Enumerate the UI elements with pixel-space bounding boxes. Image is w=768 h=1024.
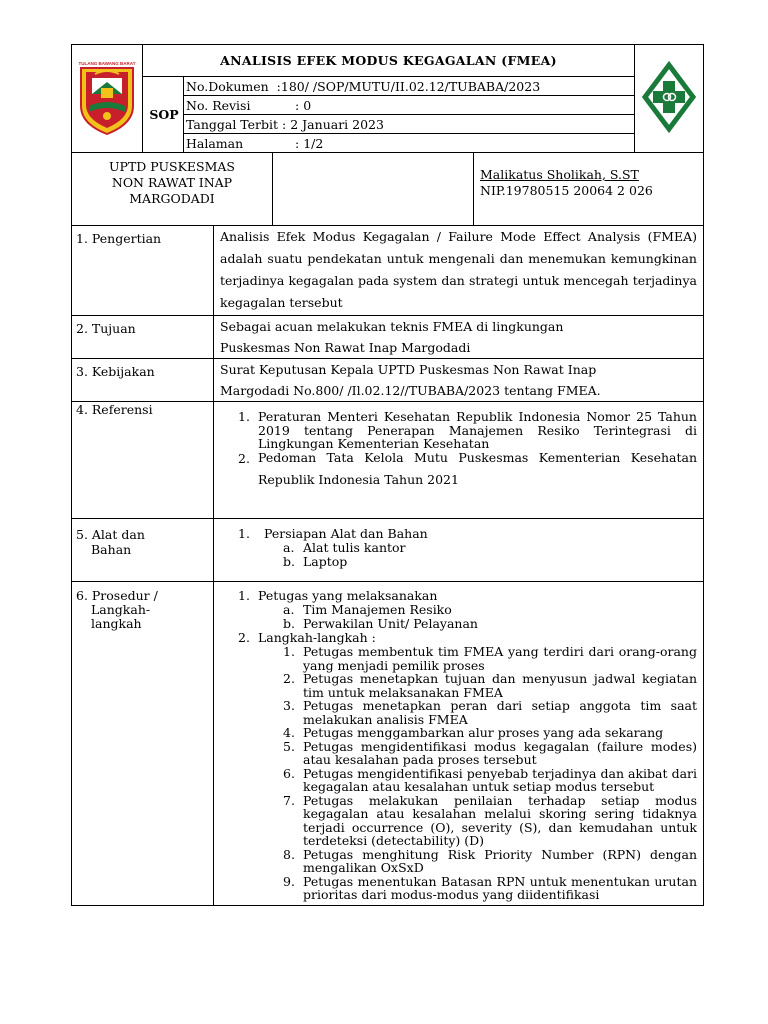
section-text-kebijakan: Surat Keputusan Kepala UPTD Puskesmas Non Rawat Inap Margodadi No.800/ /Il.02.12//TUBABA/2023 tentang FMEA. — [214, 359, 704, 402]
list-item: a. Alat tulis kantor — [283, 540, 406, 555]
regency-emblem-icon — [75, 58, 139, 136]
meta-row-revisi: No. Revisi : 0 — [184, 96, 635, 115]
step-item: 6. Petugas mengidentifikasi penyebab terjadinya dan akibat dari kegagalan atau kesalahan untuk setiap modus tersebut — [283, 765, 697, 794]
meta-value: 2 Januari 2023 — [290, 116, 384, 132]
section-label-pengertian: 1. Pengertian — [72, 226, 214, 316]
emblem-caption: TULANG BAWANG BARAT — [78, 61, 136, 66]
section-label-prosedur: 6. Prosedur / Langkah- langkah — [72, 582, 214, 906]
step-item: 3. Petugas menetapkan peran dari setiap anggota tim saat melakukan analisis FMEA — [283, 698, 697, 727]
meta-row-dokumen: No.Dokumen :180/ /SOP/MUTU/II.02.12/TUBABA/2023 — [184, 77, 635, 96]
meta-value: 1/2 — [303, 135, 324, 151]
sop-document — [71, 44, 704, 906]
section-list-referensi — [214, 402, 704, 519]
section-label-kebijakan: 3. Kebijakan — [72, 359, 214, 402]
section-label-alat: 5. Alat dan Bahan — [72, 519, 214, 582]
list-heading: 1. Petugas yang melaksanakan — [238, 588, 438, 603]
list-item: b. Laptop — [283, 554, 348, 569]
list-heading: 1. Persiapan Alat dan Bahan — [238, 526, 428, 541]
section-label-referensi: 4. Referensi — [72, 402, 214, 519]
puskesmas-logo-icon — [641, 57, 697, 137]
step-item: 5. Petugas mengidentifikasi modus kegagalan (failure modes) atau kesalahan pada proses tersebut — [283, 738, 697, 767]
meta-row-tanggal: Tanggal Terbit : 2 Januari 2023 — [184, 115, 635, 134]
meta-value: 180/ /SOP/MUTU/II.02.12/TUBABA/2023 — [280, 78, 541, 94]
org-table — [71, 153, 704, 226]
step-item: 9. Petugas menentukan Batasan RPN untuk menentukan urutan prioritas dari modus-modus yang diidentifikasi — [283, 873, 697, 902]
section-label-tujuan: 2. Tujuan — [72, 316, 214, 359]
step-item: 8. Petugas menghitung Risk Priority Number (RPN) dengan mengalikan OxSxD — [283, 846, 697, 875]
sop-label: SOP — [143, 77, 184, 153]
step-item: 2. Petugas menetapkan tujuan dan menyusun jadwal kegiatan tim untuk melaksanakan FMEA — [283, 671, 697, 700]
org-name: UPTD PUSKESMAS NON RAWAT INAP MARGODADI — [72, 153, 273, 226]
step-item: 4. Petugas menggambarkan alur proses yang ada sekarang — [283, 725, 664, 740]
list-item: 1. Peraturan Menteri Kesehatan Republik Indonesia Nomor 25 Tahun 2019 tentang Penerapan Manajemen Resiko Terintegrasi di Lingkungan Kementerian Kesehatan — [238, 409, 697, 451]
meta-label: Tanggal Terbit — [186, 116, 279, 132]
section-list-prosedur — [214, 582, 704, 906]
step-item: 1. Petugas membentuk tim FMEA yang terdiri dari orang-orang yang menjadi pemilik proses — [283, 644, 697, 673]
meta-label: No.Dokumen — [186, 78, 269, 94]
content-table — [71, 226, 704, 906]
meta-row-halaman: Halaman : 1/2 — [184, 134, 635, 153]
meta-value: 0 — [303, 97, 312, 113]
signer-block — [474, 153, 704, 226]
section-text-tujuan: Sebagai acuan melakukan teknis FMEA di lingkungan Puskesmas Non Rawat Inap Margodadi — [214, 316, 704, 359]
signer-nip: NIP.19780515 20064 2 026 — [480, 183, 653, 198]
meta-label: No. Revisi — [186, 97, 251, 113]
list-item: b. Perwakilan Unit/ Pelayanan — [283, 616, 478, 631]
header-table — [71, 44, 704, 153]
document-title: ANALISIS EFEK MODUS KEGAGALAN (FMEA) — [143, 45, 635, 77]
signer-name: Malikatus Sholikah, S.ST — [480, 167, 639, 182]
section-text-pengertian: Analisis Efek Modus Kegagalan / Failure Mode Effect Analysis (FMEA) adalah suatu pendekatan untuk mengenali dan menemukan kemungkinan terjadinya kegagalan pada system dan strategi untuk mencegah terjadinya kegagalan tersebut — [214, 226, 704, 316]
list-item: 2. Pedoman Tata Kelola Mutu Puskesmas Kementerian Kesehatan Republik Indonesia Tahun 2021 — [238, 449, 697, 487]
list-item: a. Tim Manajemen Resiko — [283, 602, 452, 617]
meta-label: Halaman — [186, 135, 244, 151]
section-list-alat — [214, 519, 704, 582]
regency-logo-cell — [72, 45, 143, 153]
step-item: 7. Petugas melakukan penilaian terhadap setiap modus kegagalan atau kesalahan melalui skoring sering tidaknya terjadi occurrence (O), severity (S), dan kemudahan untuk terdeteksi (detectability) (D) — [283, 792, 697, 848]
list-heading: 2. Langkah-langkah : — [238, 630, 376, 645]
puskesmas-logo-cell — [635, 45, 704, 153]
blank-cell — [273, 153, 474, 226]
